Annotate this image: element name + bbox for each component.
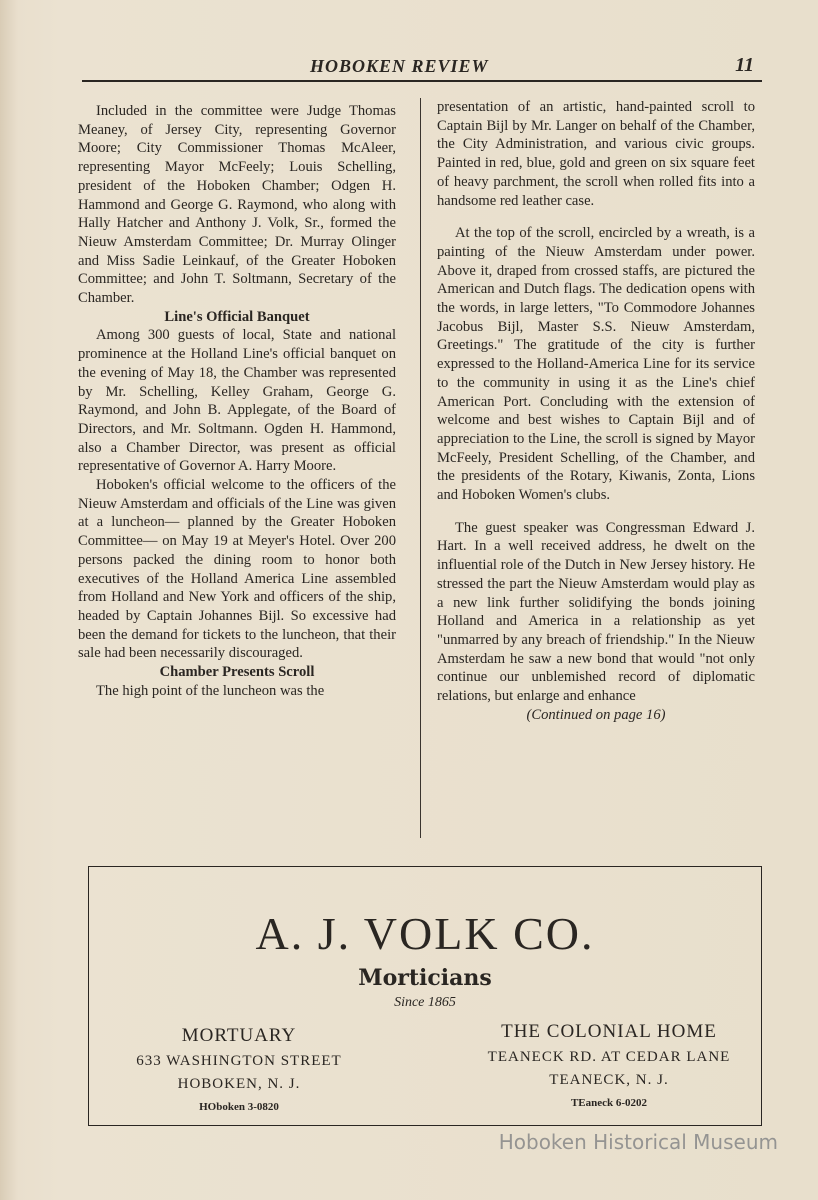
- advertisement: [88, 866, 762, 1126]
- continued-note: (Continued on page 16): [526, 706, 666, 723]
- paragraph: The high point of the luncheon was the: [96, 682, 325, 699]
- location-city: HOBOKEN, N. J.: [177, 1076, 301, 1092]
- museum-watermark: Hoboken Historical Museum: [498, 1130, 778, 1154]
- right-column: [437, 98, 755, 725]
- running-header: [82, 52, 762, 78]
- paragraph: Among 300 guests of local, State and national prominence at the Holland Line's official banquet on the evening of May 18, the Chamber was represented by Mr. Schelling, Kelley Graham, George G. Raymond, and John B. Applegate, of the Board of Directors, and Mr. Soltmann. Ogden H. Hammond, also a Chamber Director, was present as official representative of Governor A. Harry Moore.: [78, 327, 396, 475]
- page-number: 11: [735, 54, 754, 76]
- ad-subtitle: Morticians: [358, 965, 492, 991]
- location-street: 633 WASHINGTON STREET: [136, 1053, 342, 1069]
- location-phone: TEaneck 6-0202: [570, 1097, 648, 1109]
- paragraph: Included in the committee were Judge Thomas Meaney, of Jersey City, representing Governor Moore; City Commissioner Thomas McAleer, representing Mayor McFeely; Louis Schelling, president of the Hoboken Chamber; Odgen H. Hammond and George G. Raymond, who along with Hally Hatcher and Anthony J. Volk, Sr., formed the Nieuw Amsterdam Committee; Dr. Murray Olinger and Miss Sadie Leinkauf, of the Greater Hoboken Committee; and John T. Soltmann, Secretary of the Chamber.: [78, 103, 396, 307]
- left-column: [78, 102, 396, 701]
- ad-location-mortuary: [89, 1025, 389, 1113]
- paragraph: The guest speaker was Congressman Edward J. Hart. In a well received address, he dwelt on the influential role of the Dutch in New Jersey history. He stressed the part the Nieuw Amsterdam would play as a new link further solidifying the bonds joining Holland and America in a relationship as yet "unmarred by any breach of friendship." In the Nieuw Amsterdam he saw a new bond that would "not only continue our unblemished record of diplomatic relations, but enlarge and enhance: [437, 519, 755, 705]
- location-street: TEANECK RD. AT CEDAR LANE: [487, 1049, 731, 1065]
- section-heading: Line's Official Banquet: [164, 308, 310, 325]
- ad-since: Since 1865: [394, 995, 456, 1010]
- column-divider: [420, 98, 421, 838]
- header-rule: [82, 80, 762, 82]
- ad-company-name: A. J. VOLK CO.: [255, 908, 595, 959]
- section-heading: Chamber Presents Scroll: [159, 664, 315, 681]
- paragraph: At the top of the scroll, encircled by a wreath, is a painting of the Nieuw Amsterdam under power. Above it, draped from crossed staffs, are pictured the American and Dutch flags. The dedication opens with the words, in large letters, "To Commodore Johannes Jacobus Bijl, Master S.S. Nieuw Amsterdam, Greetings." The gratitude of the city is further expressed to the Holland-America Line for its service to the community in using it as the Line's chief American Port. Concluding with the extension of welcome and best wishes to Captain Bijl and of appreciation to the Line, the scroll is signed by Mayor McFeely, President Schelling, of the Chamber, and the presidents of the Rotary, Kiwanis, Zonta, Lions and Hoboken Women's clubs.: [437, 225, 755, 504]
- paragraph: Hoboken's official welcome to the officers of the Nieuw Amsterdam and officials of the Line was given at a luncheon— planned by the Greater Hoboken Committee— on May 19 at Meyer's Hotel. Over 200 persons packed the dining room to honor both executives of the Holland America Line assembled from Holland and New York and officers of the ship, headed by Captain Johannes Bijl. So excessive had been the demand for tickets to the luncheon, that their sale had been necessarily discouraged.: [78, 477, 396, 662]
- header-title: HOBOKEN REVIEW: [310, 56, 489, 76]
- location-city: TEANECK, N. J.: [549, 1072, 669, 1088]
- location-title: THE COLONIAL HOME: [501, 1021, 717, 1042]
- location-title: MORTUARY: [181, 1025, 297, 1046]
- location-phone: HOboken 3-0820: [199, 1101, 279, 1113]
- paragraph: presentation of an artistic, hand-painted scroll to Captain Bijl by Mr. Langer on behalf of the Chamber, the City Administration, and various civic groups. Painted in red, blue, gold and green on six square feet of heavy parchment, the scroll when rolled fits into a handsome red leather case.: [437, 99, 755, 209]
- ad-location-colonial-home: [459, 1021, 759, 1109]
